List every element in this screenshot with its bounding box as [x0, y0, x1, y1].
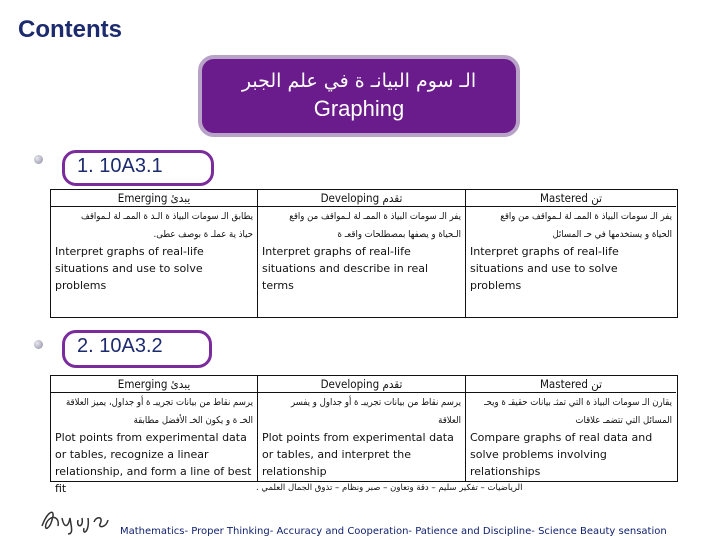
rubric-column-emerging: [51, 190, 257, 317]
rubric-column-developing: [258, 190, 465, 317]
section-label-2: 2. 10A3.2: [62, 330, 212, 368]
page-heading: Contents: [18, 16, 122, 43]
column-arabic-line: الحياة و يستخدمها في حـ المسائل: [552, 229, 672, 240]
column-arabic-line: يرسم نقاط من بيانات تجريبـ ة أو جداول، يميز العلاقة: [65, 397, 253, 408]
rubric-column-developing: [258, 376, 465, 481]
bullet-icon: [34, 155, 43, 164]
column-header: Emerging يبدئ: [51, 190, 257, 207]
column-arabic-line: يرسم نقاط من بيانات تجريبـ ة أو جداول و يفسر: [291, 397, 461, 408]
column-arabic-line: يفر الـ سومات البياذ ة الممـ لة لـمواقف من واقع: [500, 211, 672, 222]
signature-logo-icon: [38, 504, 122, 536]
rubric-column-mastered: [466, 376, 676, 481]
column-english-text: Interpret graphs of real-life situations and use to solve problems: [55, 245, 204, 292]
column-arabic-line: العلاقة: [438, 415, 461, 426]
column-header: Emerging يبدئ: [51, 376, 257, 393]
column-arabic-line: يفر الـ سومات البياذ ة الممـ لة لـمواقف من واقع: [289, 211, 461, 222]
column-english-text: Plot points from experimental data or tables, recognize a linear relationship, and form a line of best fit: [55, 431, 252, 495]
rubric-column-mastered: [466, 190, 676, 317]
column-english-text: Interpret graphs of real-life situations and use to solve problems: [470, 245, 619, 292]
footer-arabic-motto: الرياضيات – تفكير سليم – دقة وتعاون – صبر ونظام – تذوق الجمال العلمي .: [256, 483, 523, 493]
column-arabic-line: الخـ ة و يكون الخـ الأفضل مطابقة: [133, 415, 253, 426]
column-header: Developing تقدم: [258, 376, 465, 393]
title-banner: [198, 55, 520, 137]
column-header: Mastered تن: [466, 376, 676, 393]
column-arabic-line: حياذ ية عملـ ة بوصف عطى.: [153, 229, 253, 240]
title-english: Graphing: [313, 96, 405, 121]
column-header: Mastered تن: [466, 190, 676, 207]
column-header: Developing تقدم: [258, 190, 465, 207]
column-english-text: Plot points from experimental data or tables, and interpret the relationship: [262, 431, 454, 478]
rubric-table-1: [50, 189, 678, 318]
bullet-icon: [34, 340, 43, 349]
column-arabic-line: يطابق الـ سومات البياذ ة الـد ة الممـ لة لـمواقف: [80, 211, 253, 222]
column-english-text: Interpret graphs of real-life situations and describe in real terms: [262, 245, 429, 292]
column-arabic-line: يقارن الـ سومات البياذ ة التي تمثـ بيانات حقيقـ ة ويحـ: [484, 397, 672, 408]
column-english-text: Compare graphs of real data and solve problems involving relationships: [470, 431, 653, 478]
title-arabic: الـ سوم البيانـ ة في علم الجبر: [241, 70, 477, 92]
footer-english-motto: Mathematics- Proper Thinking- Accuracy and Cooperation- Patience and Discipline- Science Beauty sensation: [120, 526, 667, 537]
section-label-1: 1. 10A3.1: [62, 150, 214, 186]
column-arabic-line: المسائل التي تتضمـ علاقات: [575, 415, 672, 426]
column-arabic-line: الـحياة و يصفها بمصطلحات واقعـ ة: [337, 229, 461, 240]
rubric-column-emerging: [51, 376, 257, 495]
